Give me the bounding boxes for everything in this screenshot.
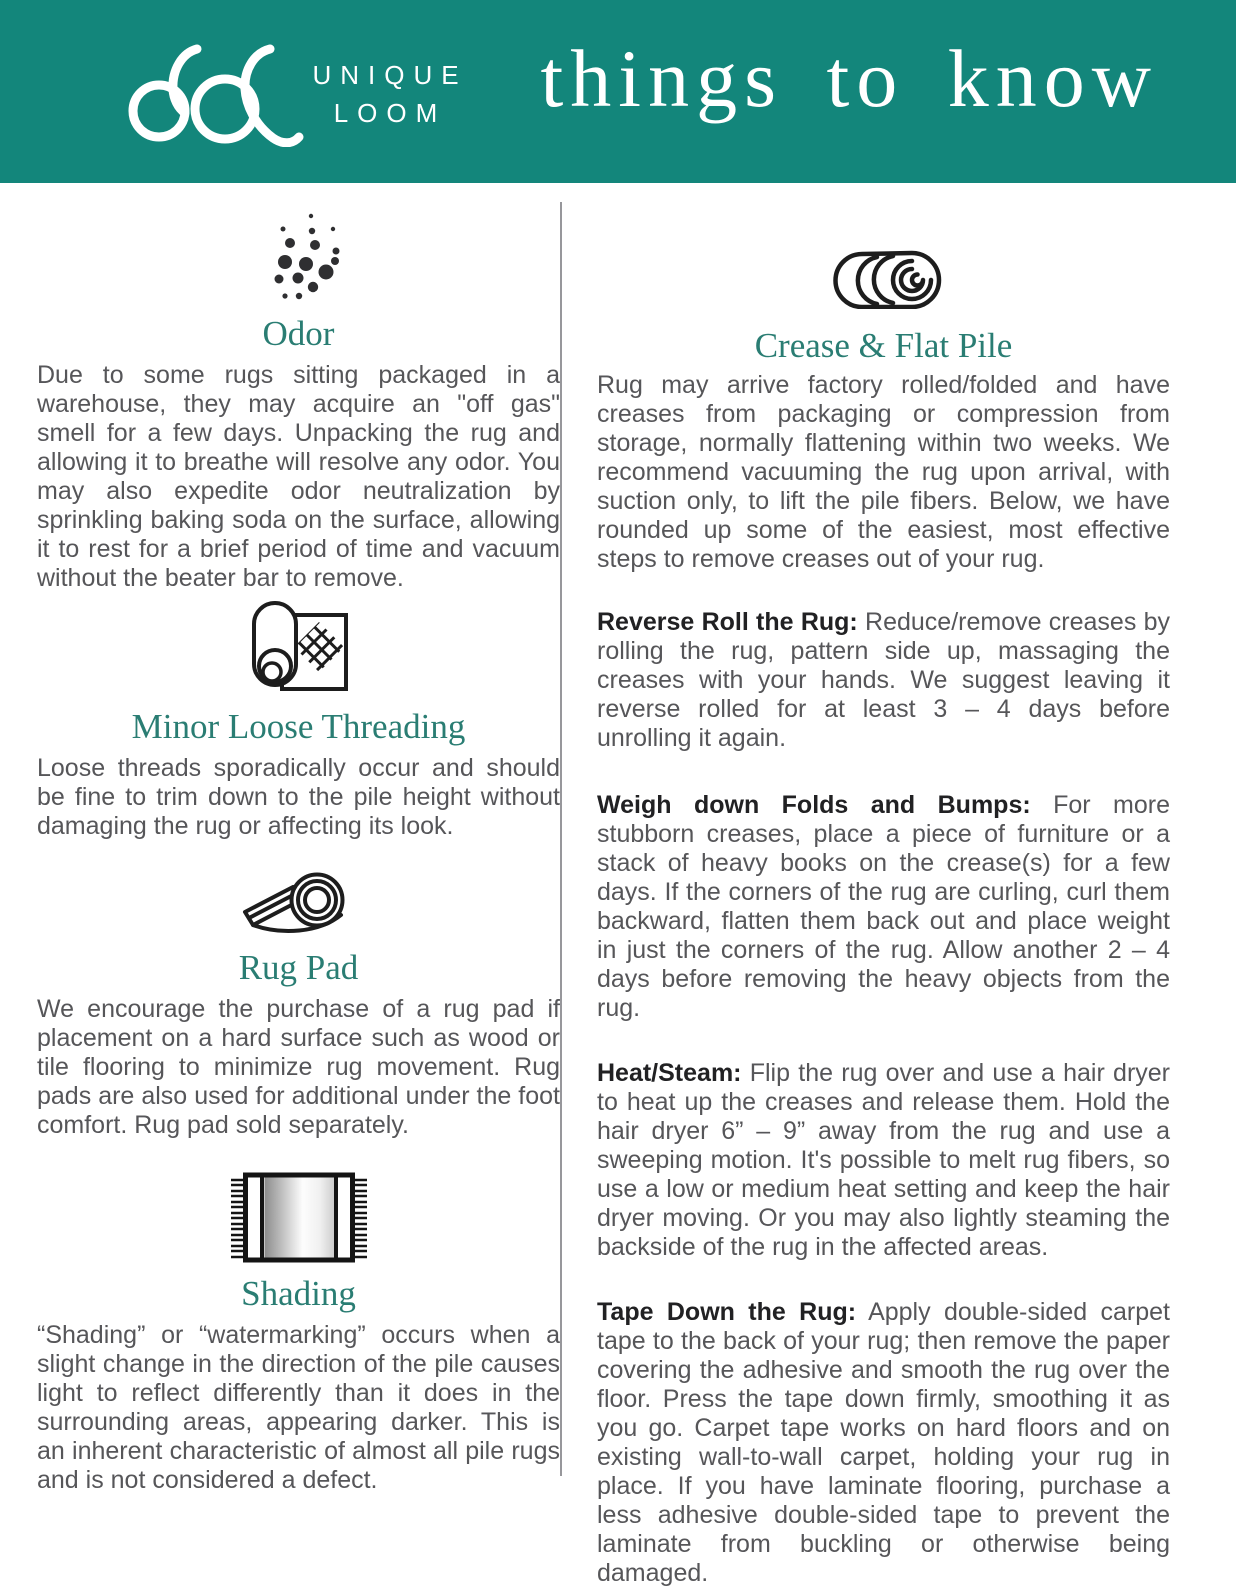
right-column xyxy=(597,183,1170,1588)
tip-tape-down-label: Tape Down the Rug: xyxy=(597,1298,857,1326)
tip-heat-steam-text: Flip the rug over and use a hair dryer to heat up the creases and release them. Hold the hair dryer 6” – 9” away from the rug and use a sweeping motion. It's possible to melt rug fibers, so use a low or medium heat setting and keep the hair dryer moving. Or you may also lightly steaming the backside of the rug in the affected areas. xyxy=(597,1059,1170,1261)
tip-tape-down-text: Apply double-sided carpet tape to the back of your rug; then remove the paper covering the adhesive and smooth the rug over the floor. Press the tape down firmly, smoothing it as you go. Carpet tape works on hard floors and on existing wall-to-wall carpet, holding your rug in place. If you have laminate flooring, purchase a less adhesive double-sided tape to prevent the laminate from buckling or otherwise being damaged. xyxy=(597,1298,1170,1587)
left-column xyxy=(0,183,560,1495)
section-shading xyxy=(37,1170,560,1495)
brand-line-2: LOOM xyxy=(333,98,447,128)
brand-line-1: UNIQUE xyxy=(312,60,468,90)
content-area xyxy=(0,183,1236,1588)
page-title: things to know xyxy=(540,33,1158,124)
section-heading-threading: Minor Loose Threading xyxy=(131,707,466,746)
tip-tape-down xyxy=(597,1298,1170,1588)
tip-reverse-roll xyxy=(597,608,1170,753)
section-heading-odor: Odor xyxy=(262,314,335,353)
section-body-odor: Due to some rugs sitting packaged in a warehouse, they may acquire an "off gas" smell for a few days. Unpacking the rug and allowing it to breathe will resolve any odor. You may also expedite odor neutralization by sprinkling baking soda on the surface, allowing it to rest for a brief period of time and vacuum without the beater bar to remove. xyxy=(37,361,560,592)
section-body-threading: Loose threads sporadically occur and should be fine to trim down to the pile height without damaging the rug or affecting its look. xyxy=(37,754,560,840)
section-rug-pad xyxy=(37,867,560,1140)
header-banner xyxy=(0,0,1236,183)
odor-dots-icon xyxy=(249,210,349,305)
tip-weigh-down-text: For more stubborn creases, place a piece of furniture or a stack of heavy books on the crease(s) for a few days. If the corners of the rug are curling, curl them backward, flatten them back out and place weight in just the corners of the rug. Allow another 2 – 4 days before removing the heavy objects from the rug. xyxy=(597,791,1170,1022)
section-body-shading: “Shading” or “watermarking” occurs when a slight change in the direction of the pile causes light to reflect differently than it does in the surrounding areas, appearing darker. This is an inherent characteristic of almost all pile rugs and is not considered a defect. xyxy=(37,1321,560,1494)
tip-weigh-down xyxy=(597,791,1170,1023)
unique-loom-logo-icon xyxy=(112,42,327,147)
rolled-rug-crosshatch-icon xyxy=(244,601,354,698)
section-heading-crease: Crease & Flat Pile xyxy=(754,326,1013,365)
section-heading-rug-pad: Rug Pad xyxy=(238,948,359,987)
brand-name xyxy=(300,56,480,132)
tip-reverse-roll-label: Reverse Roll the Rug: xyxy=(597,608,858,636)
tip-heat-steam xyxy=(597,1059,1170,1262)
section-minor-loose-threading xyxy=(37,601,560,841)
tip-heat-steam-label: Heat/Steam: xyxy=(597,1059,742,1087)
section-heading-shading: Shading xyxy=(241,1274,356,1313)
section-odor xyxy=(37,210,560,593)
rolled-rug-side-icon xyxy=(821,243,946,309)
column-divider xyxy=(560,202,562,1476)
tip-weigh-down-label: Weigh down Folds and Bumps: xyxy=(597,791,1031,819)
crease-intro-paragraph: Rug may arrive factory rolled/folded and have creases from packaging or compression from storage, normally flattening within two weeks. We recommend vacuuming the rug upon arrival, with suction only, to lift the pile fibers. Below, we have rounded up some of the easiest, most effective steps to remove creases out of your rug. xyxy=(597,371,1170,573)
fringed-rug-gradient-icon xyxy=(229,1170,369,1265)
rug-pad-roll-icon xyxy=(241,867,356,939)
section-body-rug-pad: We encourage the purchase of a rug pad if placement on a hard surface such as wood or tile flooring to minimize rug movement. Rug pads are also used for additional under the foot comfort. Rug pad sold separately. xyxy=(37,995,560,1139)
tip-reverse-roll-text: Reduce/remove creases by rolling the rug, pattern side up, massaging the creases with your hands. We suggest leaving it reverse rolled for at least 3 – 4 days before unrolling it again. xyxy=(597,608,1170,752)
